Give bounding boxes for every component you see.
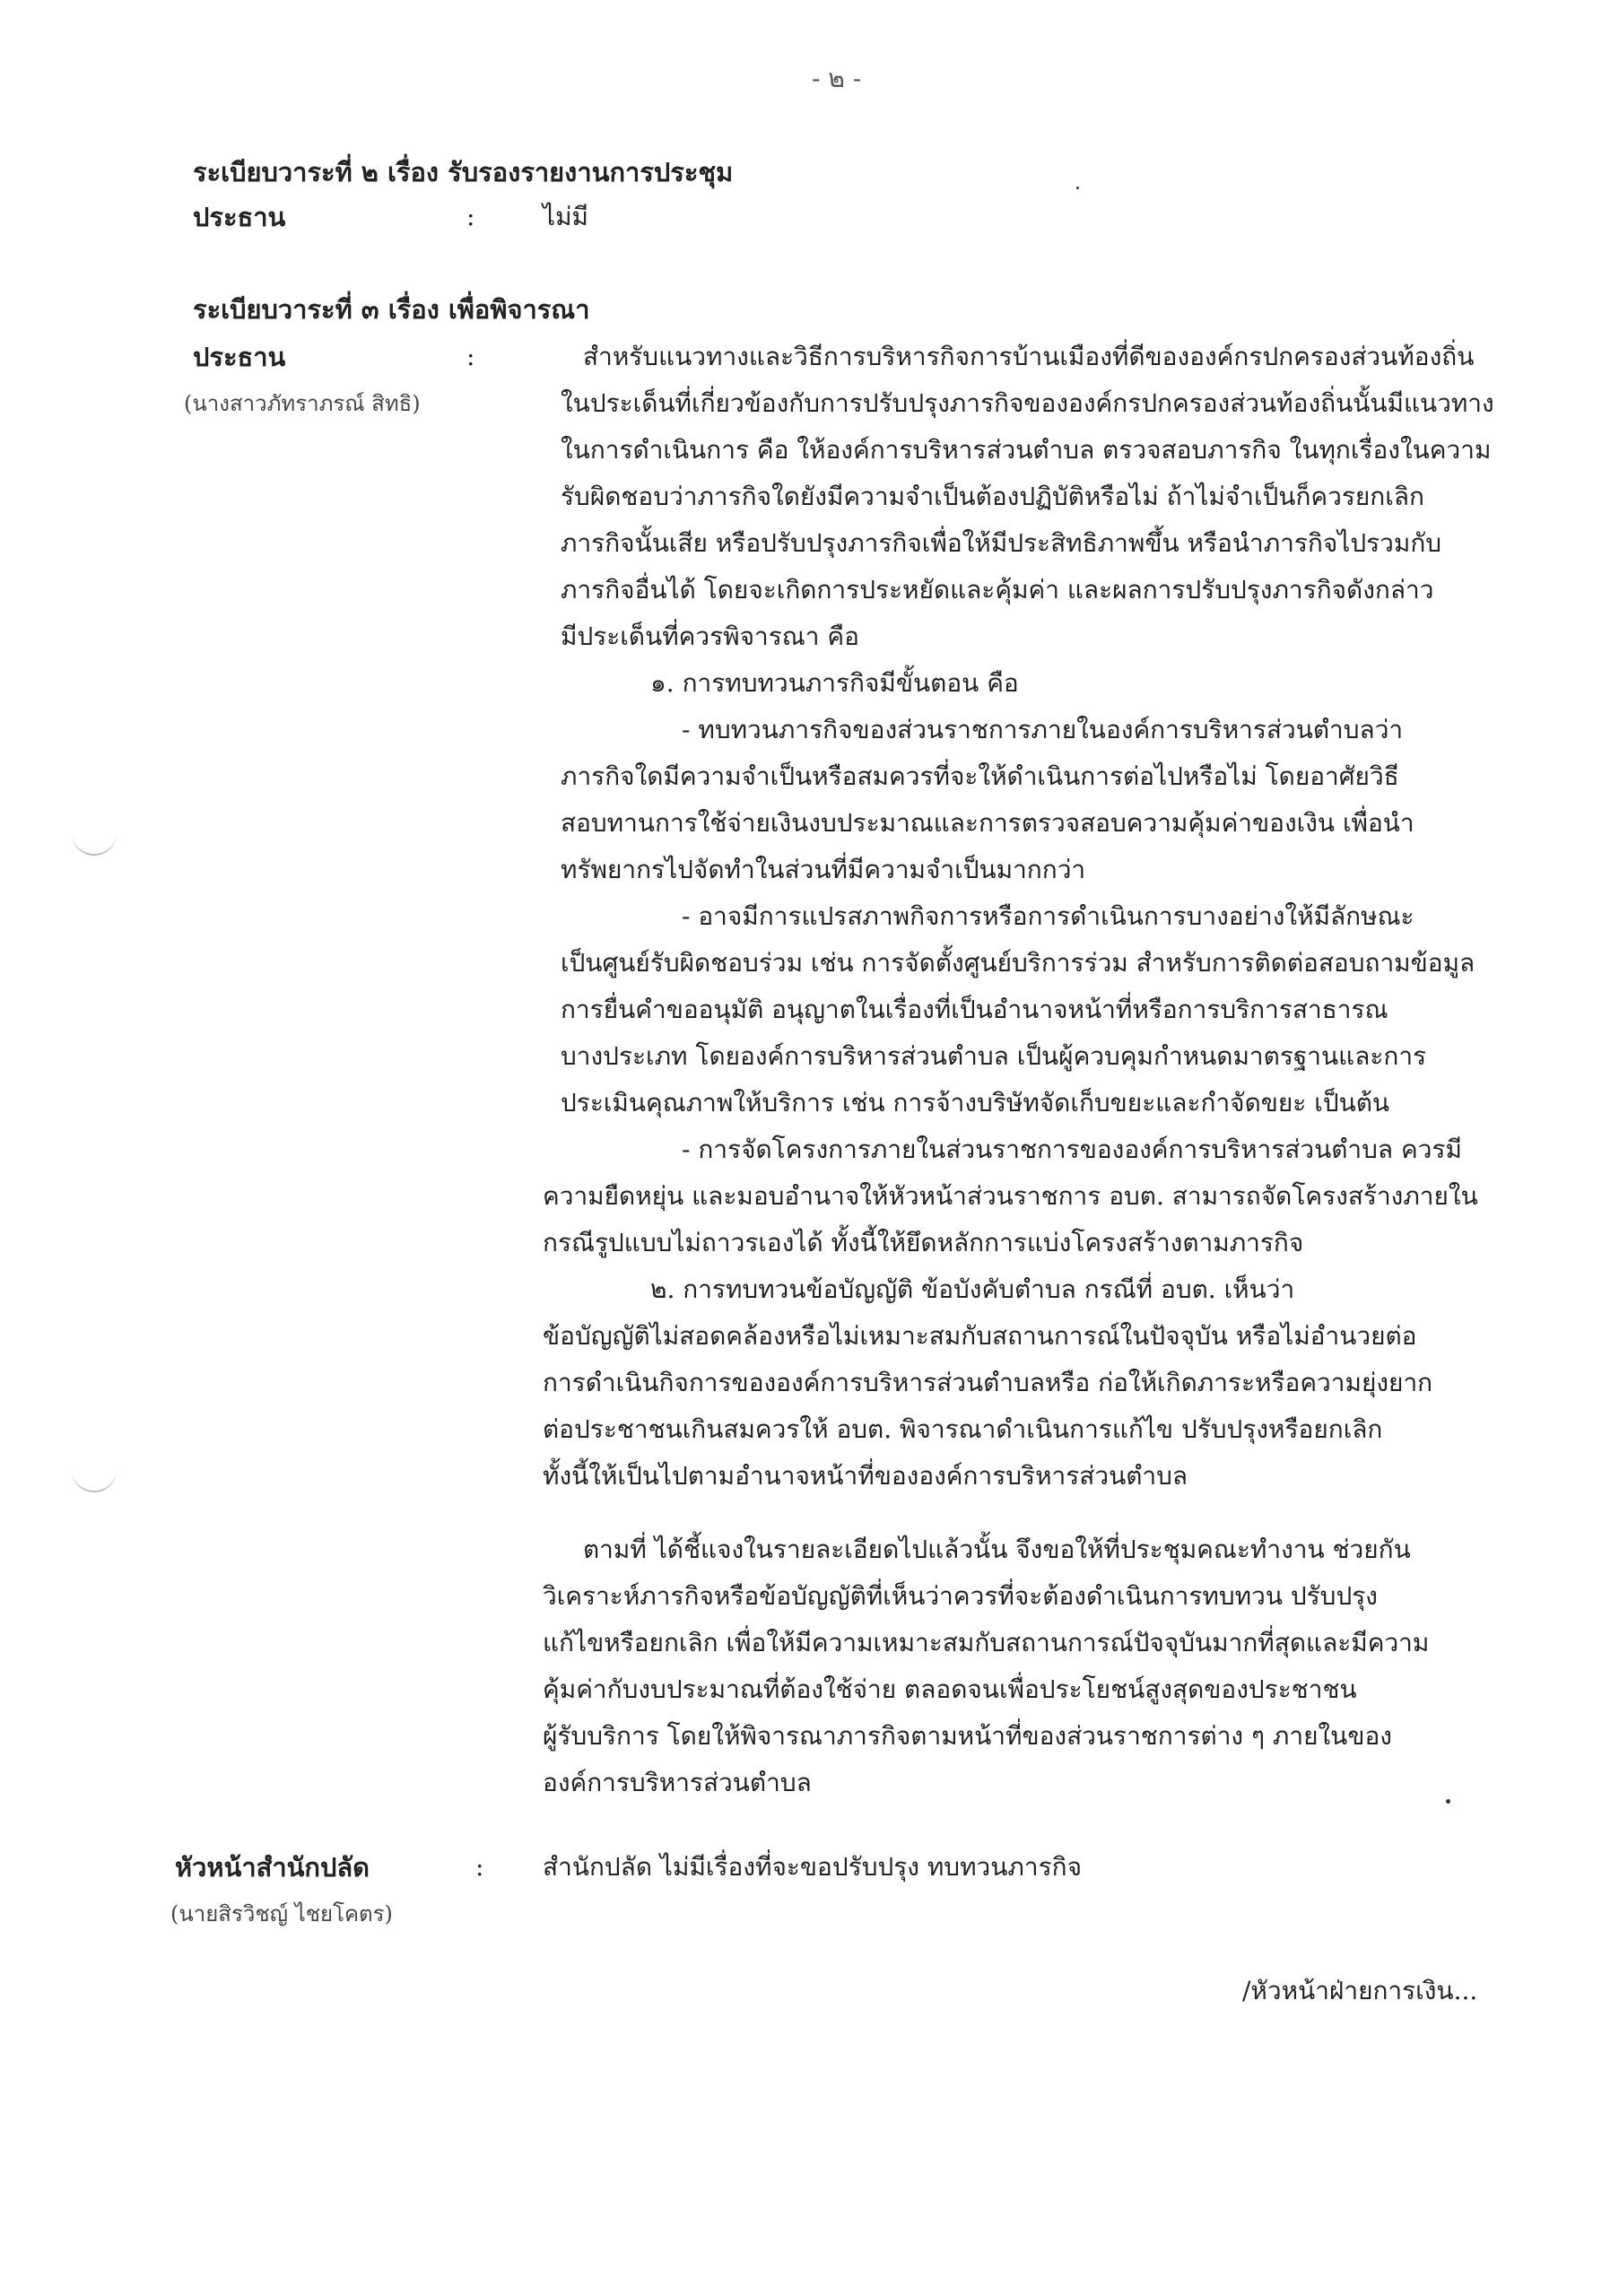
body-line: ข้อบัญญัติไม่สอดคล้องหรือไม่เหมาะสมกับสถานการณ์ในปัจจุบัน หรือไม่อำนวยต่อ [543, 1321, 1417, 1351]
office-head-speaker-name: (นายสิรวิชญ์ ไชยโคตร) [170, 1901, 393, 1926]
body-line: การดำเนินกิจการขององค์การบริหารส่วนตำบลหรือ ก่อให้เกิดภาระหรือความยุ่งยาก [543, 1368, 1433, 1397]
body-line: สอบทานการใช้จ่ายเงินงบประมาณและการตรวจสอบความคุ้มค่าของเงิน เพื่อนำ [561, 808, 1414, 838]
body-line: ความยืดหยุ่น และมอบอำนาจให้หัวหน้าส่วนราชการ อบต. สามารถจัดโครงสร้างภายใน [543, 1181, 1478, 1211]
body-line: วิเคราะห์ภารกิจหรือข้อบัญญัติที่เห็นว่าควรที่จะต้องดำเนินการทบทวน ปรับปรุง [543, 1581, 1378, 1611]
body-line: ทรัพยากรไปจัดทำในส่วนที่มีความจำเป็นมากกว่า [561, 855, 1086, 884]
body-line: ภารกิจใดมีความจำเป็นหรือสมควรที่จะให้ดำเนินการต่อไปหรือไม่ โดยอาศัยวิธี [561, 761, 1399, 791]
body-line: การยื่นคำขออนุมัติ อนุญาตในเรื่องที่เป็นอำนาจหน้าที่หรือการบริการสาธารณ [561, 995, 1388, 1024]
body-line: ผู้รับบริการ โดยให้พิจารณาภารกิจตามหน้าที่ของส่วนราชการต่าง ๆ ภายในของ [543, 1721, 1392, 1751]
body-line: ต่อประชาชนเกินสมควรให้ อบต. พิจารณาดำเนินการแก้ไข ปรับปรุงหรือยกเลิก [543, 1414, 1383, 1444]
body-line: เป็นศูนย์รับผิดชอบร่วม เช่น การจัดตั้งศูนย์บริการร่วม สำหรับการติดต่อสอบถามข้อมูล [561, 948, 1475, 978]
body-line: มีประเด็นที่ควรพิจารณา คือ [561, 622, 859, 651]
body-line: ในการดำเนินการ คือ ให้องค์การบริหารส่วนตำบล ตรวจสอบภารกิจ ในทุกเรื่องในความ [561, 435, 1492, 465]
body-line: ตามที่ ได้ชี้แจงในรายละเอียดไปแล้วนั้น จึงขอให้ที่ประชุมคณะทำงาน ช่วยกัน [583, 1535, 1411, 1564]
body-line: รับผิดชอบว่าภารกิจใดยังมีความจำเป็นต้องปฏิบัติหรือไม่ ถ้าไม่จำเป็นก็ควรยกเลิก [561, 482, 1424, 511]
agenda-3-colon: : [466, 342, 475, 371]
body-line: แก้ไขหรือยกเลิก เพื่อให้มีความเหมาะสมกับสถานการณ์ปัจจุบันมากที่สุดและมีความ [543, 1628, 1430, 1657]
body-line: ในประเด็นที่เกี่ยวข้องกับการปรับปรุงภารกิจขององค์กรปกครองส่วนท้องถิ่นนั้นมีแนวทาง [561, 388, 1494, 418]
office-head-colon: : [475, 1852, 484, 1882]
page-number: - ๒ - [812, 64, 862, 93]
body-line: ทั้งนี้ให้เป็นไปตามอำนาจหน้าที่ขององค์การบริหารส่วนตำบล [543, 1461, 1188, 1491]
body-line: - ทบทวนภารกิจของส่วนราชการภายในองค์การบริหารส่วนตำบลว่า [682, 715, 1404, 744]
office-head-text: สำนักปลัด ไม่มีเรื่องที่จะขอปรับปรุง ทบทวนภารกิจ [543, 1852, 1082, 1882]
body-line: ๑. การทบทวนภารกิจมีขั้นตอน คือ [650, 668, 1019, 698]
body-line: ประเมินคุณภาพให้บริการ เช่น การจ้างบริษัทจัดเก็บขยะและกำจัดขยะ เป็นต้น [561, 1088, 1390, 1118]
agenda-2-text: ไม่มี [543, 202, 588, 231]
body-line: ภารกิจอื่นได้ โดยจะเกิดการประหยัดและคุ้มค่า และผลการปรับปรุงภารกิจดังกล่าว [561, 575, 1434, 604]
agenda-2-heading: ระเบียบวาระที่ ๒ เรื่อง รับรองรายงานการประชุม [193, 157, 734, 187]
punch-hole-lower [72, 1460, 117, 1492]
body-line: - การจัดโครงการภายในส่วนราชการขององค์การบริหารส่วนตำบล ควรมี [682, 1135, 1462, 1164]
punch-hole-upper [72, 823, 117, 856]
body-line: ภารกิจนั้นเสีย หรือปรับปรุงภารกิจเพื่อให้มีประสิทธิภาพขึ้น หรือนำภารกิจไปรวมกับ [561, 528, 1442, 558]
office-head-speaker: หัวหน้าสำนักปลัด [175, 1852, 370, 1883]
scan-speck [1446, 1799, 1450, 1804]
body-line: คุ้มค่ากับงบประมาณที่ต้องใช้จ่าย ตลอดจนเพื่อประโยชน์สูงสุดของประชาชน [543, 1674, 1357, 1704]
agenda-3-heading: ระเบียบวาระที่ ๓ เรื่อง เพื่อพิจารณา [193, 294, 590, 325]
agenda-3-speaker-name: (นางสาวภัทราภรณ์ สิทธิ) [184, 391, 421, 416]
scan-speck [1076, 187, 1079, 189]
body-line: ๒. การทบทวนข้อบัญญัติ ข้อบังคับตำบล กรณีที่ อบต. เห็นว่า [650, 1274, 1295, 1304]
body-line: กรณีรูปแบบไม่ถาวรเองได้ ทั้งนี้ให้ยึดหลักการแบ่งโครงสร้างตามภารกิจ [543, 1228, 1304, 1257]
agenda-2-colon: : [466, 202, 475, 231]
body-line: - อาจมีการแปรสภาพกิจการหรือการดำเนินการบางอย่างให้มีลักษณะ [682, 901, 1414, 931]
agenda-3-speaker: ประธาน [193, 342, 286, 372]
agenda-2-speaker: ประธาน [193, 202, 286, 232]
body-line: บางประเภท โดยองค์การบริหารส่วนตำบล เป็นผู้ควบคุมกำหนดมาตรฐานและการ [561, 1041, 1427, 1071]
body-line: องค์การบริหารส่วนตำบล [543, 1768, 812, 1797]
continuation-note: /หัวหน้าฝ่ายการเงิน... [1242, 1976, 1478, 2005]
body-line: สำหรับแนวทางและวิธีการบริหารกิจการบ้านเมืองที่ดีขององค์กรปกครองส่วนท้องถิ่น [583, 342, 1475, 371]
